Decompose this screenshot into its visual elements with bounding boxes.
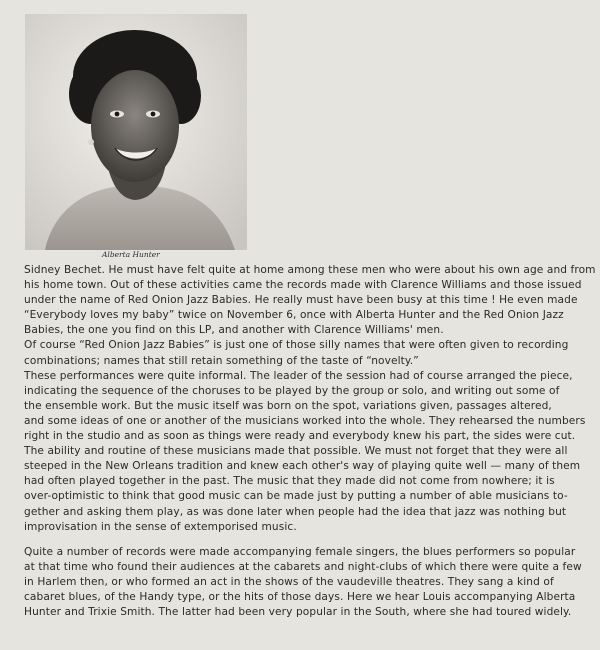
text-line: Quite a number of records were made accompanying female singers, the blues performers so popular — [24, 545, 576, 558]
text-line: improvisation in the sense of extemporised music. — [24, 520, 297, 533]
paragraph-2 — [24, 545, 584, 620]
text-line: combinations; names that still retain something of the taste of “novelty.” — [24, 354, 419, 367]
paragraph-gap — [24, 535, 584, 545]
text-line: the ensemble work. But the music itself was born on the spot, variations given, passages altered, — [24, 399, 552, 412]
text-line: right in the studio and as soon as things were ready and everybody knew his part, the sides were cut. — [24, 430, 576, 443]
text-line: “Everybody loves my baby” twice on November 6, once with Alberta Hunter and the Red Onion Jazz — [24, 309, 564, 322]
text-line: his home town. Out of these activities came the records made with Clarence Williams and those issued — [24, 279, 582, 292]
text-line: Of course “Red Onion Jazz Babies” is just one of those silly names that were often given to recording — [24, 339, 569, 352]
text-line: in Harlem then, or who formed an act in the shows of the vaudeville theatres. They sang a kind of — [24, 575, 554, 588]
body-text — [24, 263, 596, 620]
text-line: indicating the sequence of the choruses to be played by the group or solo, and writing out some of — [24, 384, 560, 397]
paragraph-1 — [24, 263, 596, 535]
text-line: over-optimistic to think that good music can be made just by putting a number of able musicians to- — [24, 490, 568, 503]
text-line: Hunter and Trixie Smith. The latter had been very popular in the South, where she had toured widely. — [24, 606, 572, 619]
text-line: had often played together in the past. The music that they made did not come from nowhere; it is — [24, 475, 555, 488]
photo-caption: Alberta Hunter — [102, 250, 160, 259]
text-line: cabaret blues, of the Handy type, or the hits of those days. Here we hear Louis accompanying Alberta — [24, 590, 576, 603]
text-line: under the name of Red Onion Jazz Babies. He really must have been busy at this time ! He even made — [24, 294, 578, 307]
text-line: These performances were quite informal. The leader of the session had of course arranged the piece, — [24, 369, 573, 382]
portrait-image — [25, 14, 247, 250]
text-line: The ability and routine of these musicians made that possible. We must not forget that they were all — [24, 445, 568, 458]
text-line: Babies, the one you find on this LP, and another with Clarence Williams' men. — [24, 324, 444, 337]
text-line: steeped in the New Orleans tradition and knew each other's way of playing quite well — many of them — [24, 460, 581, 473]
text-line: Sidney Bechet. He must have felt quite at home among these men who were about his own age and from — [24, 264, 596, 276]
portrait-photo — [25, 14, 247, 250]
text-line: gether and asking them play, as was done later when people had the idea that jazz was nothing but — [24, 505, 567, 518]
text-line: at that time who found their audiences at the cabarets and night-clubs of which there were quite a few — [24, 560, 582, 573]
text-line: and some ideas of one or another of the musicians worked into the whole. They rehearsed the numbers — [24, 414, 586, 427]
